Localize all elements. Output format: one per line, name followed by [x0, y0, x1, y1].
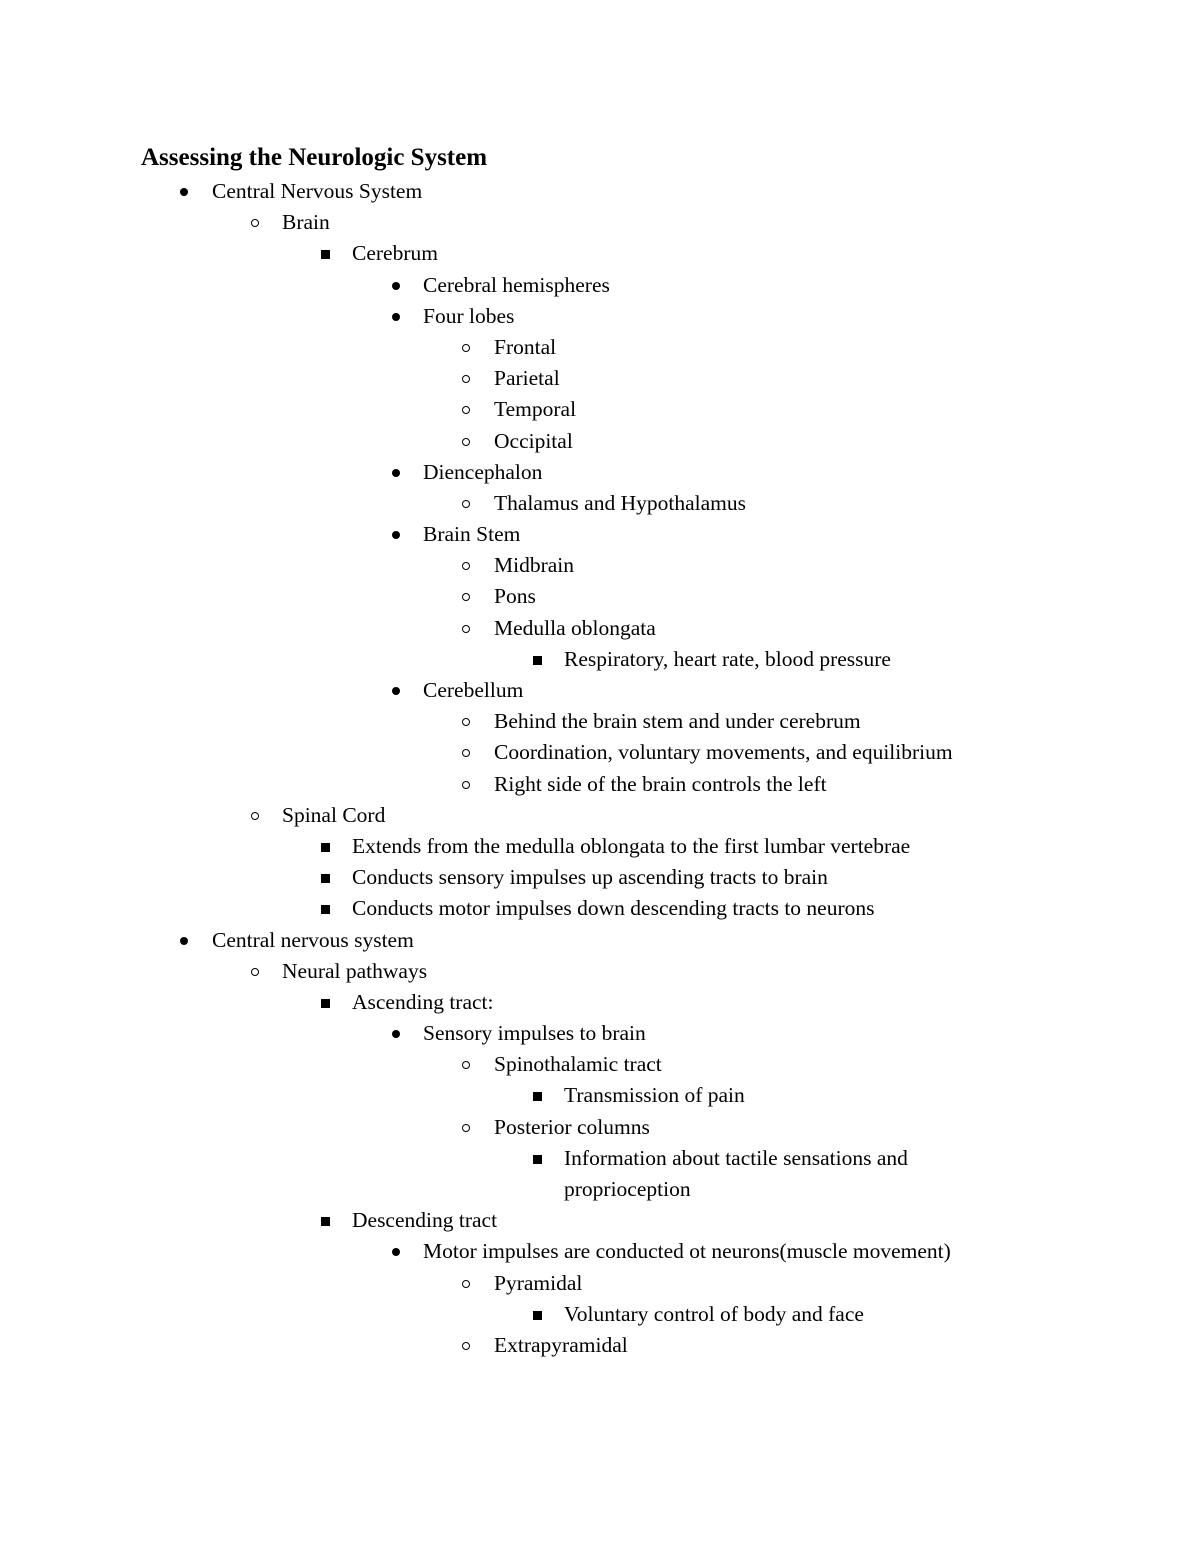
list-item — [0, 332, 1200, 363]
list-item — [0, 706, 1200, 737]
square-bullet-icon — [527, 1299, 547, 1332]
list-item — [0, 1268, 1200, 1299]
circle-bullet-icon — [456, 363, 476, 395]
circle-bullet-icon — [456, 394, 476, 426]
disc-bullet-icon — [386, 675, 406, 707]
circle-bullet-icon — [456, 706, 476, 738]
list-item — [0, 675, 1200, 706]
list-item-text: Spinothalamic tract — [494, 1052, 662, 1077]
list-item — [0, 426, 1200, 457]
square-bullet-icon — [527, 1143, 547, 1176]
list-item-text: Extrapyramidal — [494, 1332, 628, 1357]
list-item-text: Cerebrum — [352, 241, 438, 266]
disc-bullet-icon — [386, 1236, 406, 1268]
list-item-text: Midbrain — [494, 553, 575, 578]
list-item — [0, 1299, 1200, 1330]
list-item-text: Sensory impulses to brain — [423, 1021, 646, 1046]
list-item — [0, 737, 1200, 768]
square-bullet-icon — [315, 987, 335, 1020]
circle-bullet-icon — [456, 1330, 476, 1362]
circle-bullet-icon — [456, 1049, 476, 1081]
list-item-text: Brain Stem — [423, 522, 521, 547]
list-item — [0, 581, 1200, 612]
list-item-text: Descending tract — [352, 1208, 498, 1233]
disc-bullet-icon — [174, 176, 194, 208]
list-item-text: Coordination, voluntary movements, and equilibrium — [494, 740, 953, 765]
list-item — [0, 800, 1200, 831]
square-bullet-icon — [315, 862, 335, 895]
disc-bullet-icon — [386, 1018, 406, 1050]
list-item-text: Ascending tract: — [352, 989, 494, 1014]
list-item — [0, 893, 1200, 924]
list-item — [0, 1143, 1200, 1205]
disc-bullet-icon — [386, 457, 406, 489]
list-item-text: Parietal — [494, 366, 560, 391]
circle-bullet-icon — [456, 1268, 476, 1300]
list-item — [0, 956, 1200, 987]
list-item-text: Pyramidal — [494, 1270, 583, 1295]
disc-bullet-icon — [386, 301, 406, 333]
circle-bullet-icon — [456, 581, 476, 613]
list-item-text: Medulla oblongata — [494, 615, 656, 640]
list-item-text: Thalamus and Hypothalamus — [494, 490, 746, 515]
list-item — [0, 176, 1200, 207]
circle-bullet-icon — [456, 332, 476, 364]
list-item-text: Central Nervous System — [212, 179, 423, 203]
list-item-text: Motor impulses are conducted ot neurons(muscle movement) — [423, 1239, 951, 1264]
square-bullet-icon — [315, 238, 335, 271]
disc-bullet-icon — [386, 519, 406, 551]
list-item — [0, 488, 1200, 519]
list-item — [0, 519, 1200, 550]
square-bullet-icon — [527, 1080, 547, 1113]
circle-bullet-icon — [456, 426, 476, 458]
list-item — [0, 1236, 1200, 1267]
square-bullet-icon — [315, 831, 335, 864]
circle-bullet-icon — [456, 613, 476, 645]
list-item — [0, 207, 1200, 238]
circle-bullet-icon — [456, 488, 476, 520]
circle-bullet-icon — [245, 956, 265, 988]
list-item-text: Occipital — [494, 428, 573, 453]
list-item-text: Frontal — [494, 334, 557, 359]
list-item-text: Transmission of pain — [564, 1083, 745, 1108]
list-item-text: Brain — [282, 210, 330, 235]
list-item-text: Extends from the medulla oblongata to the first lumbar vertebrae — [352, 833, 911, 858]
list-item — [0, 644, 1200, 675]
list-item — [0, 1018, 1200, 1049]
list-item — [0, 987, 1200, 1018]
list-item-text: Spinal Cord — [282, 802, 386, 827]
list-item-text: Conducts sensory impulses up ascending tracts to brain — [352, 865, 828, 890]
list-item-text: Right side of the brain controls the left — [494, 771, 827, 796]
list-item-text: Diencephalon — [423, 459, 543, 484]
square-bullet-icon — [315, 893, 335, 926]
list-item-text: Information about tactile sensations and proprioception — [564, 1145, 908, 1202]
list-item-text: Behind the brain stem and under cerebrum — [494, 709, 861, 734]
list-item-text: Voluntary control of body and face — [564, 1301, 864, 1326]
page-title: Assessing the Neurologic System — [141, 144, 488, 171]
list-item-text: Central nervous system — [212, 927, 414, 952]
list-item — [0, 1330, 1200, 1361]
list-item-text: Cerebellum — [423, 678, 524, 702]
list-item — [0, 270, 1200, 301]
list-item-text: Four lobes — [423, 303, 515, 328]
circle-bullet-icon — [245, 207, 265, 239]
list-item — [0, 769, 1200, 800]
disc-bullet-icon — [174, 925, 194, 957]
list-item — [0, 925, 1200, 956]
list-item — [0, 831, 1200, 862]
list-item-text: Temporal — [494, 397, 577, 422]
circle-bullet-icon — [456, 550, 476, 582]
circle-bullet-icon — [456, 769, 476, 801]
list-item — [0, 550, 1200, 581]
list-item — [0, 1080, 1200, 1111]
list-item — [0, 394, 1200, 425]
list-item-text: Cerebral hemispheres — [423, 272, 610, 297]
list-item-text: Conducts motor impulses down descending tracts to neurons — [352, 896, 875, 921]
list-item — [0, 238, 1200, 269]
list-item — [0, 613, 1200, 644]
list-item — [0, 1049, 1200, 1080]
list-item — [0, 1112, 1200, 1143]
list-item — [0, 301, 1200, 332]
circle-bullet-icon — [456, 737, 476, 769]
list-item-text: Neural pathways — [282, 958, 428, 983]
list-item-text: Respiratory, heart rate, blood pressure — [564, 646, 891, 671]
list-item — [0, 363, 1200, 394]
bullet-outline — [0, 176, 1200, 1361]
square-bullet-icon — [527, 644, 547, 677]
circle-bullet-icon — [456, 1112, 476, 1144]
square-bullet-icon — [315, 1205, 335, 1238]
list-item — [0, 1205, 1200, 1236]
list-item — [0, 457, 1200, 488]
list-item-text: Posterior columns — [494, 1114, 650, 1139]
circle-bullet-icon — [245, 800, 265, 832]
disc-bullet-icon — [386, 270, 406, 302]
list-item-text: Pons — [494, 584, 536, 609]
list-item — [0, 862, 1200, 893]
